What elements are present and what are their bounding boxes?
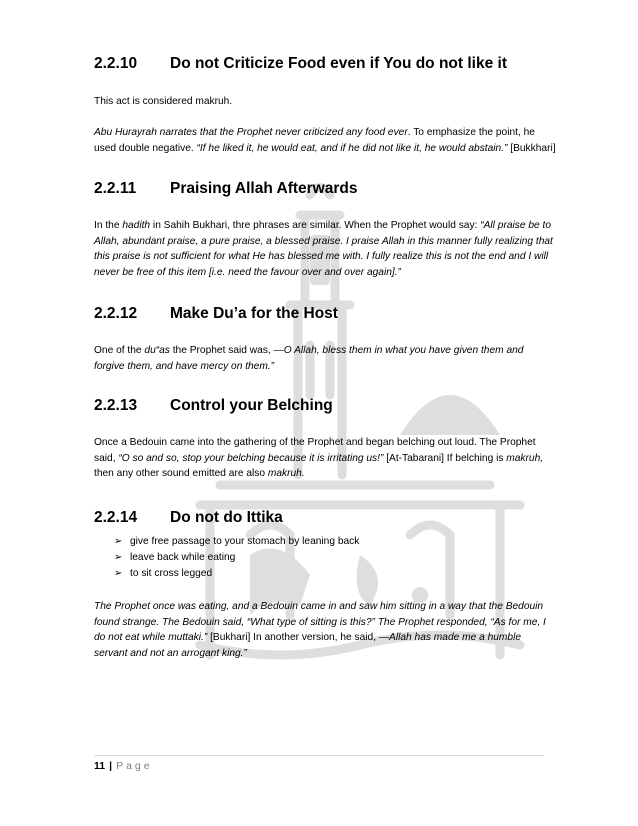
- text-run: In the: [94, 220, 123, 231]
- italic-text: “All praise be to Allah, abundant praise, a pure praise, a blessed praise. I praise Allah in this manner fully realizing that this praise is not sufficient for what He has blessed me with. I fully realize this is not the end and I will never be free of this item [i.e. need the favour over and over again].”: [94, 220, 553, 278]
- italic-text: makruh.: [267, 468, 305, 479]
- text-run: in Sahih Bukhari, thre phrases are similar. When the Prophet would say:: [150, 220, 481, 231]
- paragraph: [94, 218, 556, 280]
- section-heading-2-2-14: [94, 509, 283, 527]
- section-title: Praising Allah Afterwards: [170, 180, 358, 197]
- section-number: 2.2.12: [94, 305, 138, 322]
- text-run: One of the: [94, 345, 145, 356]
- italic-text: “O so and so, stop your belching because it is irritating us!”: [118, 452, 384, 464]
- italic-text: “If he liked it, he would eat, and if he did not like it, he would abstain.”: [196, 142, 508, 154]
- section-title: Do not do Ittika: [170, 509, 283, 526]
- page-label: Page: [116, 760, 153, 772]
- section-number: 2.2.13: [94, 397, 138, 414]
- text-run: Once a Bedouin came into the gathering of the Prophet and began belching out loud. The Prophet said,: [94, 437, 536, 464]
- italic-text: du“as: [144, 345, 170, 356]
- italic-text: —O Allah, bless them in what you have given them and forgive them, and have mercy on them.”: [94, 345, 524, 372]
- paragraph: [94, 599, 556, 661]
- italic-text: The Prophet once was eating, and a Bedouin came in and saw him sitting in a way that the Bedouin found strange. The Bedouin said, “What type of sitting is this?” The Prophet responded, “As for me, I do not eat while muttaki.”: [94, 601, 546, 643]
- italic-text: Abu Hurayrah narrates that the Prophet never criticized any food ever: [94, 127, 408, 138]
- italic-text: —Allah has made me a humble servant and not an arrogant king.”: [94, 632, 521, 659]
- text-run: then any other sound emitted are also: [94, 468, 268, 479]
- section-title: Make Du’a for the Host: [170, 305, 338, 322]
- section-heading-2-2-13: [94, 397, 333, 415]
- list-item: ➢ leave back while eating: [114, 550, 359, 566]
- section-heading-2-2-12: [94, 305, 338, 323]
- text-run: the Prophet said was,: [169, 345, 274, 356]
- footer-divider: [94, 755, 544, 756]
- section-number: 2.2.14: [94, 509, 138, 526]
- list-item: ➢ to sit cross legged: [114, 566, 359, 582]
- text-run: [Bukhari] In another version, he said,: [207, 632, 379, 643]
- page-footer: [94, 760, 153, 772]
- section-number: 2.2.11: [94, 180, 137, 197]
- italic-text: makruh,: [506, 452, 544, 464]
- paragraph: [94, 343, 556, 374]
- paragraph: [94, 94, 556, 110]
- italic-text: hadith: [122, 220, 151, 231]
- bullet-list: [114, 534, 359, 582]
- list-item: ➢ give free passage to your stomach by leaning back: [114, 534, 359, 550]
- text-run: . To emphasize the point, he used double negative.: [94, 127, 535, 154]
- page-number: 11: [94, 760, 106, 772]
- section-number: 2.2.10: [94, 55, 138, 72]
- paragraph: [94, 435, 556, 482]
- paragraph: [94, 125, 556, 156]
- section-title: Control your Belching: [170, 397, 333, 414]
- section-heading-2-2-10: [94, 55, 507, 73]
- text-run: [Bukkhari]: [507, 142, 556, 154]
- text-run: This act is considered makruh.: [94, 96, 233, 107]
- footer-separator: |: [109, 760, 113, 772]
- text-run: [At-Tabarani] If belching is: [383, 452, 507, 464]
- section-heading-2-2-11: [94, 180, 357, 198]
- section-title: Do not Criticize Food even if You do not like it: [170, 55, 507, 72]
